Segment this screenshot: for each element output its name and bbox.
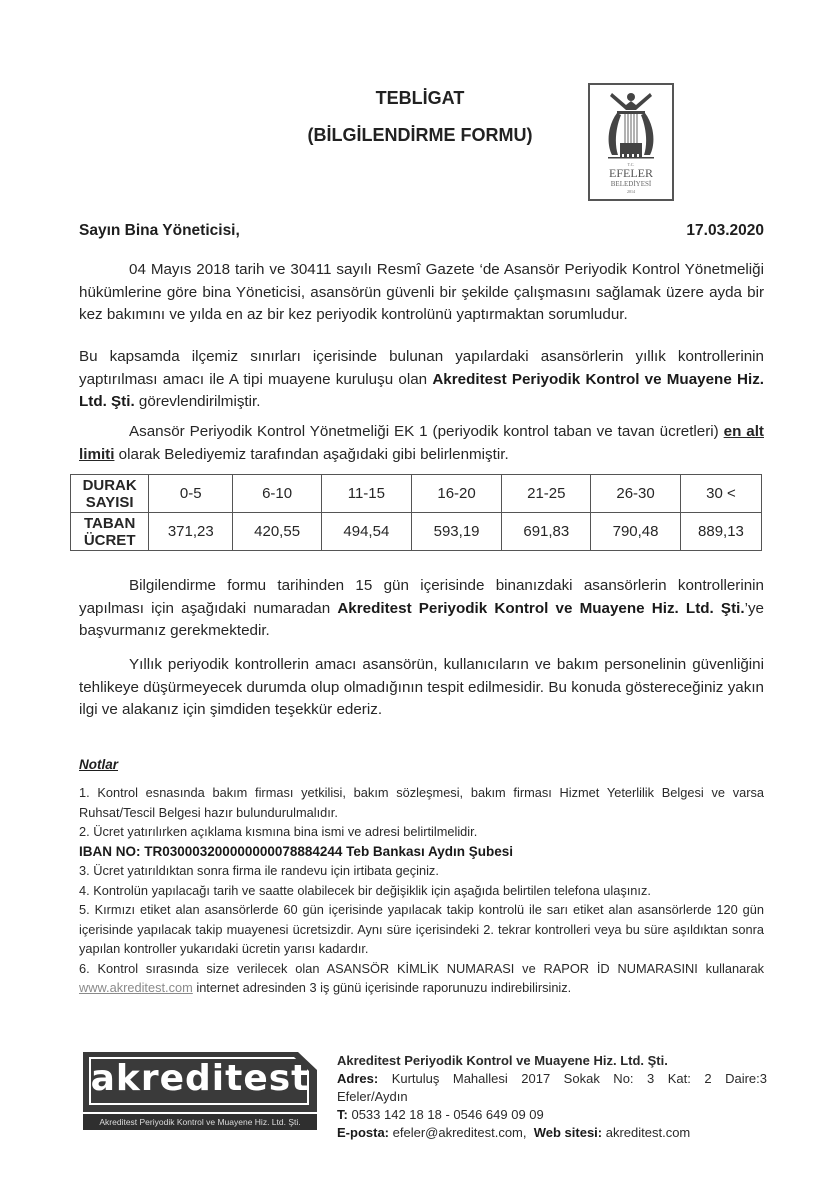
table-row-stops (71, 475, 762, 513)
note-item: 1. Kontrol esnasında bakım firması yetkilisi, bakım sözleşmesi, bakım firması Hizmet Yeterlilik Belgesi ve varsa Ruhsat/Tescil Belgesi hazır bulundurulmalıdır. (79, 785, 764, 820)
iban-number: IBAN NO: TR030003200000000078884244 Teb Bankası Aydın Şubesi (79, 843, 513, 859)
paragraph-regulation: 04 Mayıs 2018 tarih ve 30411 sayılı Resmî Gazete ‘de Asansör Periyodik Kontrol Yönetmeliği hükümlerine göre bina Yöneticisi, asansörün güvenli bir şekilde çalışmasını sağlamak üzere ayda bir kez bakımını ve yılda en az bir kez periyodik kontrolünü yaptırmaktan sorumludur. (79, 261, 764, 323)
notes-list (79, 783, 764, 998)
contact-block (337, 1052, 767, 1142)
address-city: Efeler/Aydın (337, 1089, 408, 1104)
notes-title: Notlar (79, 757, 119, 772)
paragraph-assignment: Bu kapsamda ilçemiz sınırları içerisinde bulunan yapılardaki asansörlerin yıllık kontrollerinin yaptırılması amacı ile A tipi muayene kuruluşu olan Akreditest Periyodik Kontrol ve Muayene Hiz. Ltd. Şti. görevlendirilmiştir. (79, 348, 765, 410)
table-cell: 593,19 (411, 513, 502, 551)
table-cell: 11-15 (321, 475, 411, 513)
table-cell: 691,83 (502, 513, 591, 551)
paragraph-purpose: Yıllık periyodik kontrollerin amacı asansörün, kullanıcıların ve bakım personelinin güvenliğini tehlikeye düşürmeyecek durumda olup olmadığının tespit edilmesidir. Bu konuda göstereceğiniz yakın ilgi ve alakanız için şimdiden teşekkür ederiz. (79, 656, 764, 718)
document-date: 17.03.2020 (686, 222, 764, 239)
company-name-bold: Akreditest Periyodik Kontrol ve Muayene Hiz. Ltd. Şti. (79, 370, 765, 410)
akreditest-logo (83, 1052, 317, 1132)
table-cell: 21-25 (502, 475, 591, 513)
company-name-bold: Akreditest Periyodik Kontrol ve Muayene Hiz. Ltd. Şti. (337, 599, 745, 617)
note-item: 2. Ücret yatırılırken açıklama kısmına bina ismi ve adresi belirtilmelidir. (79, 824, 478, 839)
table-cell: 0-5 (149, 475, 233, 513)
svg-text:BELEDİYESİ: BELEDİYESİ (610, 180, 652, 188)
fee-table (70, 474, 762, 551)
lower-limit-emphasis: en alt limiti (79, 423, 764, 463)
lyre-emblem-icon (590, 85, 672, 199)
note-item: 4. Kontrolün yapılacağı tarih ve saatte olabilecek bir değişiklik için aşağıda belirtilen telefona ulaşınız. (79, 882, 651, 898)
document-title: TEBLİGAT (375, 88, 465, 108)
paragraph-fee-limits: Asansör Periyodik Kontrol Yönetmeliği EK 1 (periyodik kontrol taban ve tavan ücretleri) en alt limiti olarak Belediyemiz tarafından aşağıdaki gibi belirlenmiştir. (79, 423, 764, 463)
table-cell: 16-20 (411, 475, 502, 513)
note-item: 5. Kırmızı etiket alan asansörlerde 60 gün içerisinde yapılacak takip kontrolü ile sarı etiket alan asansörlerde 120 gün içerisinde yapılacak takip muayenesi ücretsizdir. Aynı süre içerisindeki 2. tekrar kontrolleri veya bu süre aşıldıktan sonra yapılan kontroller yukarıdaki ücretin yarısı kadardır. (79, 902, 764, 956)
table-cell: 790,48 (591, 513, 681, 551)
document-subtitle: (BİLGİLENDİRME FORMU) (307, 125, 533, 145)
note-item: 6. Kontrol sırasında size verilecek olan ASANSÖR KİMLİK NUMARASI ve RAPOR İD NUMARASINI kullanarak www.akreditest.com internet adresinden 3 iş günü içerisinde raporunuzu indirebilirsiniz. (79, 960, 764, 995)
table-cell: 30 < (680, 475, 761, 513)
table-cell: 889,13 (680, 513, 761, 551)
table-row-fees (71, 513, 762, 551)
svg-text:2014: 2014 (627, 189, 635, 194)
svg-text:EFELER: EFELER (609, 166, 653, 180)
brand-subtitle: Akreditest Periyodik Kontrol ve Muayene Hiz. Ltd. Şti. (83, 1114, 317, 1130)
municipality-logo (588, 83, 674, 201)
website-link[interactable]: www.akreditest.com (79, 980, 193, 995)
address-line: Adres: Kurtuluş Mahallesi 2017 Sokak No: 3 Kat: 2 Daire:3 (337, 1071, 767, 1086)
fee-header: TABAN ÜCRET (71, 513, 149, 551)
table-cell: 494,54 (321, 513, 411, 551)
table-cell: 371,23 (149, 513, 233, 551)
paragraph-application: Bilgilendirme formu tarihinden 15 gün içerisinde binanızdaki asansörlerin kontrollerinin yapılması için aşağıdaki numaradan Akreditest Periyodik Kontrol ve Muayene Hiz. Ltd. Şti.’ye başvurmanız gerekmektedir. (79, 577, 764, 639)
table-cell: 420,55 (233, 513, 322, 551)
stops-header: DURAK SAYISI (71, 475, 149, 513)
company-name: Akreditest Periyodik Kontrol ve Muayene Hiz. Ltd. Şti. (337, 1053, 668, 1068)
table-cell: 6-10 (233, 475, 322, 513)
email-web-line: E-posta: efeler@akreditest.com, Web sitesi: akreditest.com (337, 1125, 691, 1140)
salutation: Sayın Bina Yöneticisi, (79, 222, 240, 239)
phone-line: T: 0533 142 18 18 - 0546 649 09 09 (337, 1107, 544, 1122)
email-link[interactable]: efeler@akreditest.com, (392, 1125, 527, 1140)
note-item: 3. Ücret yatırıldıktan sonra firma ile randevu için irtibata geçiniz. (79, 863, 439, 878)
svg-text:T.C.: T.C. (627, 162, 635, 167)
brand-wordmark: akreditest (90, 1058, 310, 1099)
web-link[interactable]: akreditest.com (605, 1125, 691, 1140)
table-cell: 26-30 (591, 475, 681, 513)
